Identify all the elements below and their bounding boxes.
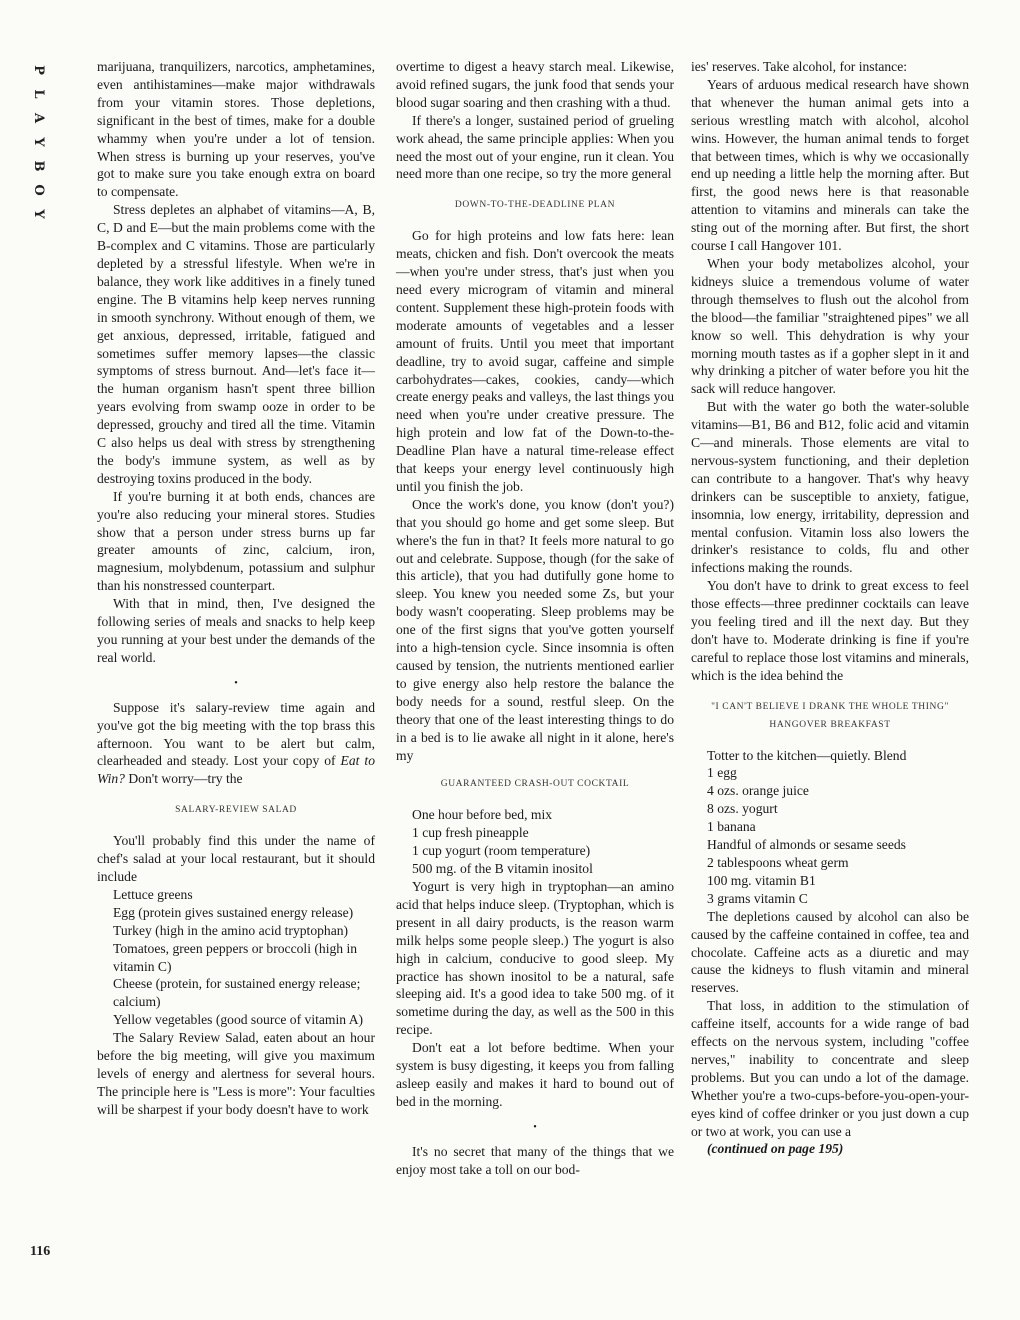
paragraph: But with the water go both the water-soluble vitamins—B1, B6 and B12, folic acid and vitamin C—and minerals. Those elements are vital to nervous-system functioning, and their depletion can contribute to a hangover. That's why heavy drinkers can be susceptible to anxiety, fatigue, insomnia, low energy, irritability, depression and mental confusion. Vitamin loss also lowers the drinker's resistance to colds, flu and other infections making the rounds. — [691, 399, 969, 576]
continued-note: (continued on page 195) — [707, 1141, 844, 1157]
paragraph: When your body metabolizes alcohol, your kidneys sluice a tremendous volume of water through themselves to flush out the alcohol from the blood—the familiar "straightened pipes" we all know so well. This dehydration is why your morning mouth tastes as if a gopher slept in it and why drinking a pitcher of water before you hit the sack will reduce hangover. — [691, 255, 969, 397]
paragraph: You'll probably find this under the name of chef's salad at your local restaurant, but it should include — [97, 833, 375, 884]
recipe-heading: SALARY-REVIEW SALAD — [175, 805, 297, 816]
recipe-heading — [691, 699, 969, 735]
paragraph: You don't have to drink to great excess to feel those effects—three predinner cocktails can leave you feeling tired and ill the next day. But they don't have to. Moderate drinking is fine if you're careful to replace those lost vitamins and minerals, which is the idea behind the — [691, 578, 969, 683]
list-item: 100 mg. vitamin B1 — [707, 872, 816, 888]
masthead-letter-5: B — [31, 160, 46, 172]
paragraph: Yogurt is very high in tryptophan—an amino acid that helps induce sleep. (Tryptophan, which is present in all dairy products, is the reason warm milk helps some people sleep.) The yogurt is also high in calcium, conducive to good sleep. My practice has shown inositol to be a natural, safe sleeping aid. It's a good idea to take 500 mg. of it sometime during the day, as well as the 500 in this recipe. — [396, 878, 674, 1038]
list-item: 2 tablespoons wheat germ — [707, 854, 849, 870]
list-item: Tomatoes, green peppers or broccoli (high in vitamin C) — [113, 940, 358, 974]
paragraph: Years of arduous medical research have shown that whenever the human animal gets into a serious wrestling match with alcohol, alcohol wins. However, the human animal tends to forget that between times, which is why we occasionally end up needing a little help the morning after. But first, the good news here is that reasonable attention to vitamins and minerals can take the sting out of the morning after. But first, the short course I call Hangover 101. — [691, 76, 969, 254]
section-bullet: • — [533, 1121, 537, 1133]
list-item: Totter to the kitchen—quietly. Blend — [707, 747, 907, 763]
paragraph: If there's a longer, sustained period of grueling work ahead, the same principle applies: When you need the most out of your engine, run it clean. You need more than one recipe, so try the more general — [396, 112, 674, 182]
masthead-letter-4: Y — [31, 137, 46, 147]
list-item: Lettuce greens — [113, 886, 193, 902]
list-item: Egg (protein gives sustained energy release) — [113, 904, 354, 920]
list-item: 1 cup fresh pineapple — [412, 825, 529, 841]
paragraph: With that in mind, then, I've designed the following series of meals and snacks to help keep you running at your best under the demands of the real world. — [97, 596, 375, 665]
list-item: 4 ozs. orange juice — [707, 783, 809, 799]
paragraph: Once the work's done, you know (don't you?) that you should go home and get some sleep. But where's the fun in that? It feels more natural to go out and celebrate. Suppose, though (for the sake of this article), that you had dutifully gone home to sleep. You knew you needed some Zs, but your body wasn't cooperating. Sleep problems may be one of the first signs that you've gotten yourself into a high-tension cycle. Since insomnia is often caused by tension, the nutrients mentioned earlier to give energy also help restore the balance the body needs for a sound, restful sleep. On the theory that one of the least interesting things to do in a bed is to lie awake all night in it alone, here's my — [396, 496, 674, 763]
paragraph: Suppose it's salary-review time again and you've got the big meeting with the top brass this afternoon. You want to be alert but calm, clearheaded and steady. Lost your copy of Eat to Win? Don't worry—try the — [97, 699, 375, 787]
paragraph: Go for high proteins and low fats here: lean meats, chicken and fish. Don't overcook the meats—when you're under stress, that's just when you need every microgram of vitamin and mineral content. Supplement these high-protein foods with moderate amounts of vegetables and a lesser amount of fruits. Until you meet that important deadline, try to avoid sugar, caffeine and simple carbohydrates—cakes, cookies, candy—which create energy peaks and valleys, the last things you need when you're under creative pressure. The high protein and low fat of the Down-to-the-Deadline Plan have a natural time-release effect that keeps your energy level continuously high until you finish the job. — [396, 228, 674, 494]
paragraph: ies' reserves. Take alcohol, for instance: — [691, 59, 908, 74]
column-3 — [691, 58, 969, 1158]
paragraph: The Salary Review Salad, eaten about an hour before the big meeting, will give you maximum levels of energy and alertness for several hours. The principle here is "Less is more": Your faculties will be sharpest if your body doesn't have to work — [97, 1030, 376, 1117]
list-item: 1 cup yogurt (room temperature) — [412, 843, 591, 859]
masthead-letter-6: O — [31, 184, 46, 196]
paragraph: If you're burning it at both ends, chances are you're also reducing your mineral stores. Studies show that a person under stress burns up far greater amounts of zinc, calcium, iron, magnesium, molybdenum, potassium and sulphur than his nonstressed counterpart. — [97, 488, 375, 594]
page-number: 116 — [30, 1244, 51, 1259]
section-bullet: • — [234, 677, 238, 689]
recipe-heading-line-2: HANGOVER BREAKFAST — [769, 719, 891, 730]
paragraph: Don't eat a lot before bedtime. When your system is busy digesting, it keeps you from falling asleep easily and makes it hard to bound out of bed in the morning. — [396, 1040, 674, 1109]
masthead-letter-7: Y — [31, 209, 46, 219]
list-item: 1 banana — [707, 819, 756, 835]
paragraph: That loss, in addition to the stimulation of caffeine itself, accounts for a wide range of bad effects on the nervous system, including "coffee nerves," inability to concentrate and sleep problems. But you can undo a lot of the damage. Whether you're a two-cups-before-you-open-your-eyes kind of coffee drinker or you just down a cup or two at work, you can use a — [691, 998, 969, 1139]
recipe-heading-line-1: "I CAN'T BELIEVE I DRANK THE WHOLE THING" — [711, 701, 949, 712]
masthead-letter-1: P — [31, 65, 46, 75]
list-item: Turkey (high in the amino acid tryptophan) — [113, 922, 349, 938]
paragraph: The depletions caused by alcohol can also be caused by the caffeine contained in coffee, tea and chocolate. Caffeine acts as a diuretic and may cause the kidneys to flush vitamin and mineral reserves. — [691, 908, 969, 996]
recipe-heading: DOWN-TO-THE-DEADLINE PLAN — [454, 200, 616, 211]
paragraph: Stress depletes an alphabet of vitamins—A, B, C, D and E—but the main problems come with the B-complex and C vitamins. Those are particularly depleted by a stressful lifestyle. When we're in balance, they work like additives in a finely tuned engine. The B vitamins help keep nerves running in smooth synchrony. Without enough of them, we get anxious, depressed, irritable, fatigued and sometimes suffer memory lapses—the classic symptoms of stress burnout. And—let's face it—the human organism hasn't spent three billion years evolving from swamp ooze in order to be depressed, grouchy and tired all the time. Vitamin C also helps us deal with stress by strengthening the body's immune system, as well as by destroying toxins produced in the body. — [97, 202, 375, 486]
list-item: 3 grams vitamin C — [707, 890, 808, 906]
paragraph: overtime to digest a heavy starch meal. Likewise, avoid refined sugars, the junk food that sends your blood sugar soaring and then crashing with a thud. — [396, 59, 674, 110]
book-title: Eat to Win? — [97, 753, 375, 787]
paragraph: It's no secret that many of the things that we enjoy most take a toll on our bod- — [396, 1143, 674, 1177]
paragraph: marijuana, tranquilizers, narcotics, amphetamines, even antihistamines—make major withdrawals from your vitamin stores. Those depletions, significant in the best of times, make for a double whammy when you're under a lot of tension. When stress is burning up your reserves, you've got to make sure you take enough extra on board to compensate. — [97, 59, 375, 200]
list-item: Handful of almonds or sesame seeds — [707, 837, 906, 853]
masthead-letter-2: L — [31, 89, 46, 99]
list-item: 8 ozs. yogurt — [707, 801, 778, 817]
masthead-letter-3: A — [31, 112, 46, 124]
list-item: Yellow vegetables (good source of vitamin A) — [113, 1012, 364, 1028]
column-2 — [396, 58, 674, 1178]
list-item: One hour before bed, mix — [412, 807, 553, 823]
magazine-masthead — [26, 58, 50, 226]
list-item: 1 egg — [707, 765, 737, 781]
recipe-heading: GUARANTEED CRASH-OUT COCKTAIL — [440, 779, 630, 790]
column-1 — [97, 58, 375, 1119]
list-item: Cheese (protein, for sustained energy release; calcium) — [113, 976, 361, 1010]
list-item: 500 mg. of the B vitamin inositol — [412, 861, 593, 877]
